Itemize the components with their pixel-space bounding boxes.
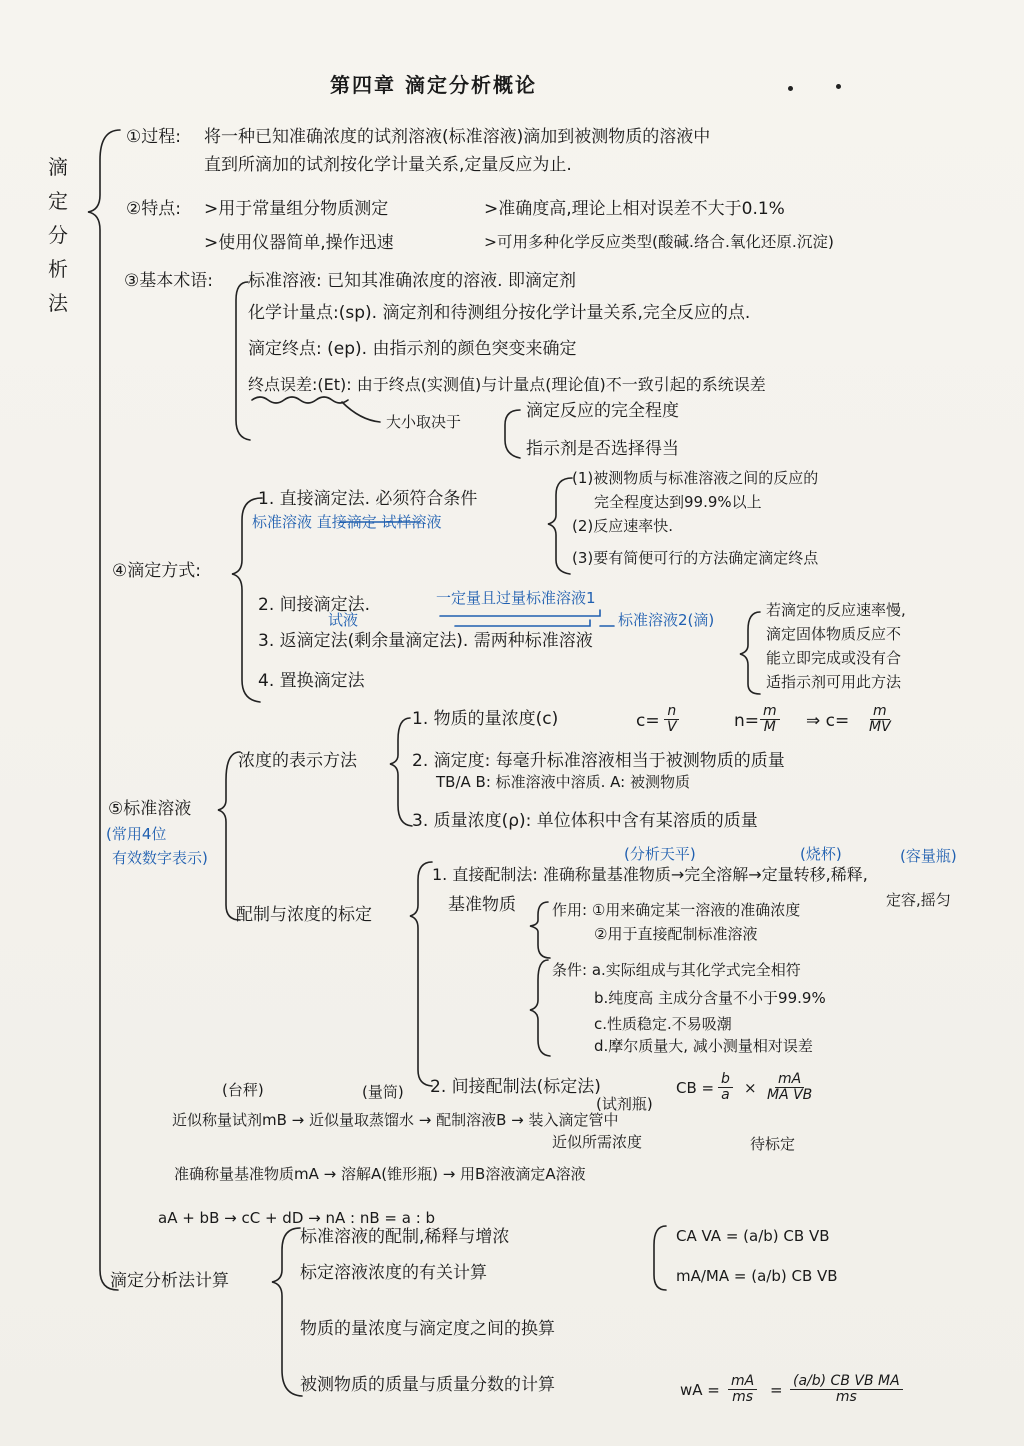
preparation-item: 2. 间接配制法(标定法) [430, 1077, 601, 1097]
standard-note: (常用4位 [106, 825, 167, 843]
standard-note: 有效数字表示) [112, 849, 208, 867]
equipment-note: (台秤) [222, 1081, 264, 1099]
numerator: n [664, 704, 679, 720]
process-label: ①过程: [126, 127, 181, 147]
side-title-char: 分 [48, 223, 68, 247]
denominator: M [763, 718, 776, 735]
concentration-item: 3. 质量浓度(ρ): 单位体积中含有某溶质的质量 [412, 811, 758, 831]
term-item: 化学计量点:(sp). 滴定剂和待测组分按化学计量关系,完全反应的点. [248, 303, 751, 323]
denominator: MA VB [767, 1086, 813, 1103]
equipment-note: (试剂瓶) [596, 1095, 653, 1113]
use-item: 作用: ①用来确定某一溶液的准确浓度 [552, 901, 801, 919]
fraction [764, 1072, 815, 1102]
condition-item: d.摩尔质量大, 减小测量相对误差 [594, 1037, 813, 1055]
formula-text: = [770, 1381, 783, 1399]
process-line-2: 直到所滴加的试剂按化学计量关系,定量反应为止. [204, 155, 572, 175]
formula-text: × [744, 1079, 757, 1097]
calculation-formula: mA/MA = (a/b) CB VB [676, 1267, 838, 1285]
calculation-item: 被测物质的质量与质量分数的计算 [300, 1375, 555, 1395]
side-title-char: 滴 [48, 155, 68, 179]
fraction [866, 704, 894, 734]
concentration-label: 浓度的表示方法 [238, 751, 357, 771]
process-line-1: 将一种已知准确浓度的试剂溶液(标准溶液)滴加到被测物质的溶液中 [204, 127, 711, 147]
calculation-item: 标准溶液的配制,稀释与增浓 [300, 1227, 510, 1247]
feature-item: >可用多种化学反应类型(酸碱.络合.氧化还原.沉淀) [484, 233, 834, 251]
condition-item: 条件: a.实际组成与其化学式完全相符 [552, 961, 801, 979]
reaction-equation: aA + bB → cC + dD → nA : nB = a : b [158, 1209, 436, 1227]
calculation-item: 标定溶液浓度的有关计算 [300, 1263, 487, 1283]
method-note: 标准溶液 直接滴定 试样溶液 [252, 513, 442, 531]
depends-label: 大小取决于 [386, 413, 462, 431]
flow-line: 准确称量基准物质mA → 溶解A(锥形瓶) → 用B溶液滴定A溶液 [174, 1165, 586, 1183]
numerator: m [870, 704, 890, 720]
denominator: ms [835, 1388, 857, 1405]
method-item: 4. 置换滴定法 [258, 671, 365, 691]
side-title-char: 析 [48, 257, 68, 281]
calculation-item: 物质的量浓度与滴定度之间的换算 [300, 1319, 555, 1339]
page-title: 第四章 滴定分析概论 [330, 73, 537, 97]
standard-label: ⑤标准溶液 [108, 799, 192, 819]
preparation-label: 配制与浓度的标定 [236, 905, 372, 925]
concentration-item: 2. 滴定度: 每毫升标准溶液相当于被测物质的质量 [412, 751, 785, 771]
formula-text: c= [636, 711, 660, 731]
depends-item: 指示剂是否选择得当 [526, 439, 679, 459]
method-item: 2. 间接滴定法. [258, 595, 371, 615]
term-item: 标准溶液: 已知其准确浓度的溶液. 即滴定剂 [248, 271, 576, 291]
preparation-item: 定容,摇匀 [886, 891, 951, 909]
calculation-formula: CA VA = (a/b) CB VB [676, 1227, 830, 1245]
condition-item: 完全程度达到99.9%以上 [594, 493, 762, 511]
equipment-note: (分析天平) [624, 845, 696, 863]
method-note: 标准溶液2(滴) [618, 611, 715, 629]
concentration-item: TB/A B: 标准溶液中溶质. A: 被测物质 [436, 773, 691, 791]
method-remark: 若滴定的反应速率慢, [766, 601, 906, 619]
feature-item: >用于常量组分物质测定 [204, 199, 389, 219]
method-item: 1. 直接滴定法. 必须符合条件 [258, 489, 478, 509]
side-title [46, 150, 70, 320]
side-title-char: 定 [48, 189, 68, 213]
methods-label: ④滴定方式: [112, 561, 201, 581]
terms-label: ③基本术语: [124, 271, 213, 291]
formula-text: n= [734, 711, 760, 731]
condition-item: b.纯度高 主成分含量不小于99.9% [594, 989, 826, 1007]
feature-item: >准确度高,理论上相对误差不大于0.1% [484, 199, 785, 219]
method-remark: 能立即完成或没有合 [766, 649, 902, 667]
flow-line: 近似所需浓度 [552, 1133, 643, 1151]
denominator: ms [732, 1388, 754, 1405]
method-note: 试液 [328, 611, 359, 629]
flow-line: 待标定 [750, 1135, 796, 1153]
method-remark: 适指示剂可用此方法 [766, 673, 902, 691]
condition-item: c.性质稳定.不易吸潮 [594, 1015, 732, 1033]
numerator: m [760, 704, 780, 720]
preparation-item: 1. 直接配制法: 准确称量基准物质→完全溶解→定量转移,稀释, [432, 865, 868, 884]
denominator: MV [869, 718, 891, 735]
ink-dot [788, 86, 793, 91]
concentration-item: 1. 物质的量浓度(c) [412, 709, 559, 729]
depends-item: 滴定反应的完全程度 [526, 401, 679, 421]
side-title-char: 法 [48, 291, 68, 315]
formula-text: wA = [680, 1381, 720, 1399]
equipment-note: (量筒) [362, 1083, 404, 1101]
term-item: 滴定终点: (ep). 由指示剂的颜色突变来确定 [248, 339, 577, 359]
denominator: a [721, 1086, 730, 1103]
primary-standard-label: 基准物质 [448, 895, 516, 915]
method-remark: 滴定固体物质反应不 [766, 625, 902, 643]
method-note: 一定量且过量标准溶液1 [436, 589, 596, 607]
numerator: b [718, 1072, 733, 1088]
numerator: mA [775, 1072, 804, 1088]
equipment-note: (烧杯) [800, 845, 842, 863]
ink-dot [836, 84, 841, 89]
calculation-label: 滴定分析法计算 [110, 1271, 229, 1291]
fraction [760, 704, 780, 734]
fraction [728, 1374, 757, 1404]
features-label: ②特点: [126, 199, 181, 219]
numerator: mA [728, 1374, 757, 1390]
use-item: ②用于直接配制标准溶液 [594, 925, 758, 943]
equipment-note: (容量瓶) [900, 847, 957, 865]
fraction [790, 1374, 903, 1404]
fraction [718, 1072, 733, 1102]
formula-text: CB = [676, 1079, 715, 1097]
term-item: 终点误差:(Et): 由于终点(实测值)与计量点(理论值)不一致引起的系统误差 [248, 375, 766, 394]
condition-item: (2)反应速率快. [572, 517, 674, 535]
feature-item: >使用仪器简单,操作迅速 [204, 233, 394, 253]
flow-line: 近似称量试剂mB → 近似量取蒸馏水 → 配制溶液B → 装入滴定管中 [172, 1111, 619, 1129]
condition-item: (3)要有简便可行的方法确定滴定终点 [572, 549, 819, 567]
fraction [664, 704, 680, 734]
numerator: (a/b) CB VB MA [790, 1374, 903, 1390]
condition-item: (1)被测物质与标准溶液之间的反应的 [572, 469, 819, 487]
method-item: 3. 返滴定法(剩余量滴定法). 需两种标准溶液 [258, 631, 593, 651]
formula-text: ⇒ c= [806, 711, 850, 731]
denominator: V [667, 718, 677, 735]
